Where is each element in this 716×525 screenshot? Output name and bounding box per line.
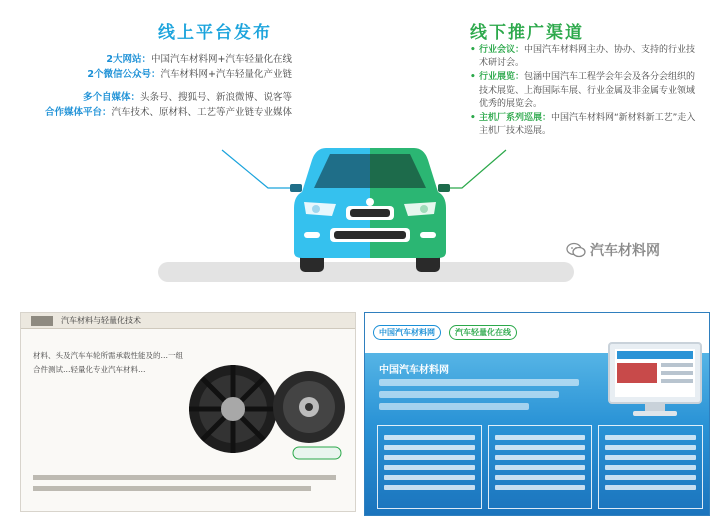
brand-logo: 汽车轻量化在线 — [449, 325, 517, 340]
magazine-body: 材料、头及汽车车轮所需承载性能及的…一组合件测试…轻量化专业汽车材料… — [33, 351, 183, 374]
advertisement-page-image — [364, 312, 710, 516]
engine-mount-image — [181, 343, 351, 473]
offline-item: • 行业展览：包涵中国汽车工程学会年会及各分会组织的技术展览、上海国际车展、行业金属及非金属专业领域优秀的展览会。 — [470, 72, 696, 109]
car-icon — [290, 140, 450, 276]
online-item: 合作媒体平台：汽车技术、原材料、工艺等产业链专业媒体 — [44, 107, 292, 118]
offline-item: • 行业会议：中国汽车材料网主办、协办、支持的行业技术研讨会。 — [470, 45, 696, 69]
brand-logo: 中国汽车材料网 — [373, 325, 441, 340]
bullet-icon: • — [470, 72, 476, 83]
ad-site-name: 中国汽车材料网 — [379, 365, 449, 376]
bullet-icon: • — [470, 45, 476, 55]
online-item: 2大网站：中国汽车材料网+汽车轻量化在线 — [106, 54, 292, 65]
offline-item: • 主机厂系列巡展：中国汽车材料网“新材料新工艺”走入主机厂技术巡展。 — [470, 113, 696, 137]
magazine-footer-text — [33, 469, 349, 497]
watermark — [566, 240, 660, 260]
online-item: 2个微信公众号：汽车材料网+汽车轻量化产业链 — [87, 69, 292, 80]
ad-feature-grid — [377, 425, 703, 509]
watermark-text: 汽车材料网 — [590, 243, 660, 259]
monitor-icon — [605, 339, 705, 421]
bullet-icon: • — [470, 113, 476, 124]
online-heading: 线上平台发布 — [158, 23, 272, 43]
online-item: 多个自媒体：头条号、搜狐号、新浪微博、说客等 — [82, 92, 292, 103]
wechat-icon — [566, 242, 586, 258]
offline-heading: 线下推广渠道 — [470, 23, 584, 43]
magazine-page-image — [20, 312, 356, 512]
magazine-title: 汽车材料与轻量化技术 — [61, 316, 141, 325]
